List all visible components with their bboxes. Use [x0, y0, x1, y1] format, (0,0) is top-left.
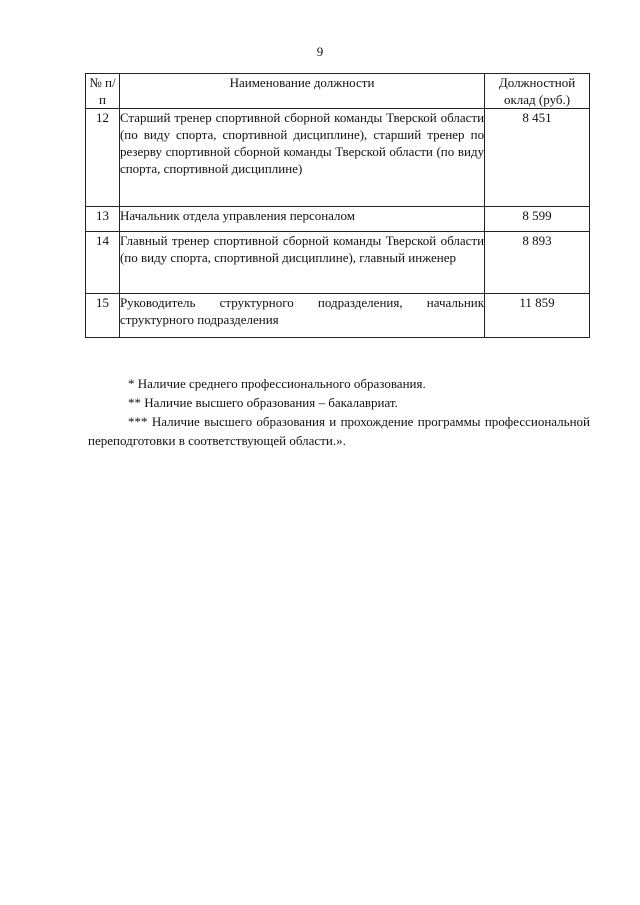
page-number: 9	[316, 44, 324, 59]
table-header-row	[86, 74, 590, 109]
table-row	[86, 207, 590, 232]
positions-salary-table	[85, 73, 590, 338]
table-row	[86, 294, 590, 338]
row-salary: 8 893	[485, 232, 590, 294]
footnote-secondary-education: * Наличие среднего профессионального образования.	[128, 376, 426, 391]
header-position-name: Наименование должности	[119, 74, 484, 109]
row-number: 15	[86, 294, 120, 338]
row-salary: 8 599	[485, 207, 590, 232]
row-position-name: Главный тренер спортивной сборной команды Тверской области (по виду спорта, спортивной дисциплине), главный инженер	[119, 232, 484, 294]
row-position-name: Старший тренер спортивной сборной команды Тверской области (по виду спорта, спортивной дисциплине), старший тренер по резерву спортивной сборной команды Тверской области (по виду спорта, спортивной дисциплине)	[119, 109, 484, 207]
header-salary: Должностной оклад (руб.)	[485, 74, 590, 109]
footnotes	[88, 374, 590, 450]
row-position-name: Руководитель структурного подразделения, начальник структурного подразделения	[119, 294, 484, 338]
row-number: 14	[86, 232, 120, 294]
table-row	[86, 109, 590, 207]
row-salary: 11 859	[485, 294, 590, 338]
footnote-bachelor-degree: ** Наличие высшего образования – бакалавриат.	[128, 395, 398, 410]
row-position-name: Начальник отдела управления персоналом	[119, 207, 484, 232]
table-row	[86, 232, 590, 294]
row-number: 13	[86, 207, 120, 232]
row-number: 12	[86, 109, 120, 207]
row-salary: 8 451	[485, 109, 590, 207]
header-number: № п/п	[86, 74, 120, 109]
footnote-retraining-program: *** Наличие высшего образования и прохождение программы профессиональной переподготовки в соответствующей области.».	[88, 414, 590, 448]
